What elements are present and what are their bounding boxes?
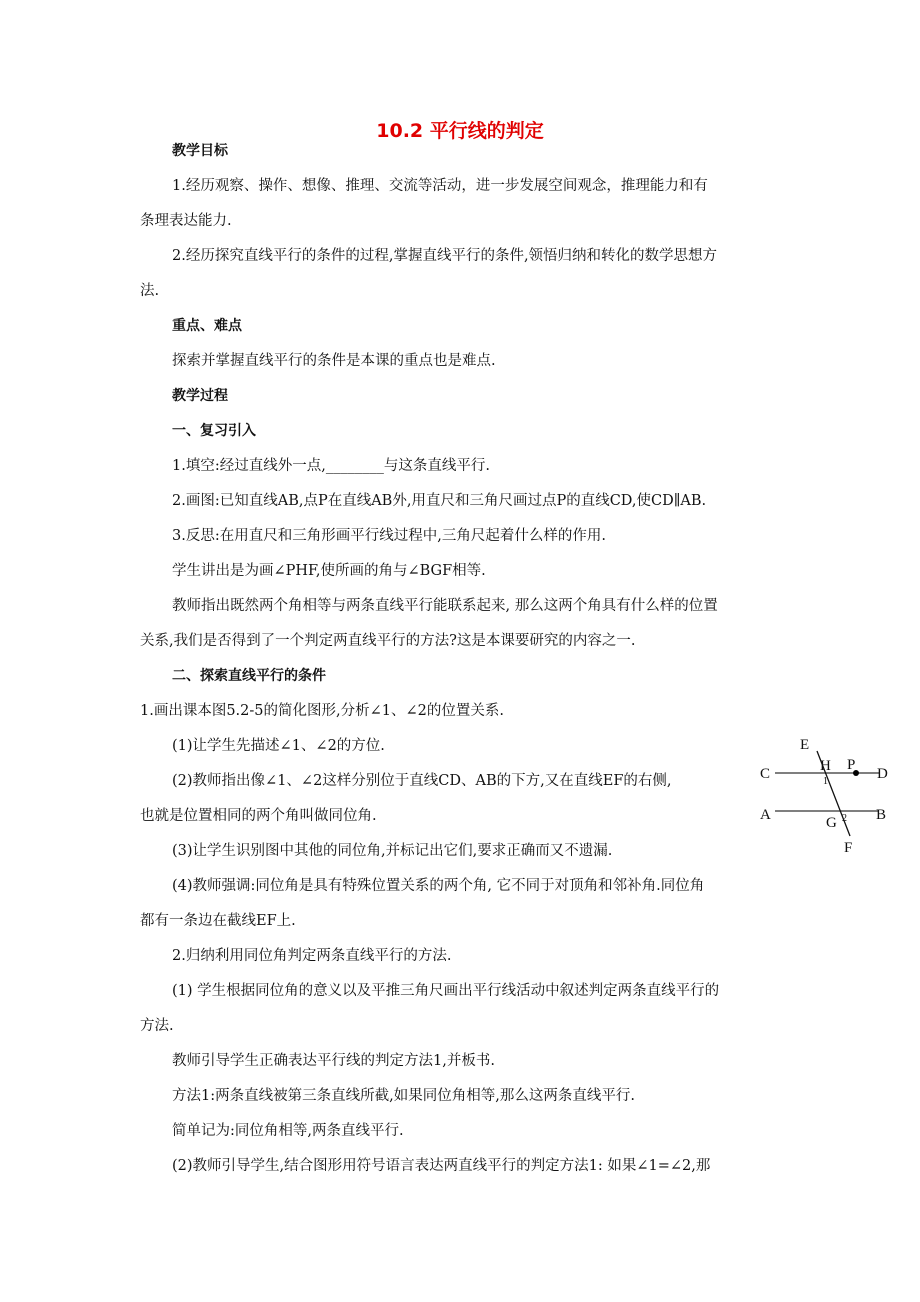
section-heading: 二、探索直线平行的条件 bbox=[172, 668, 326, 684]
text-line: 2.画图:已知直线AB,点P在直线AB外,用直尺和三角尺画过点P的直线CD,使CD∥AB. bbox=[172, 493, 707, 509]
text-line: 也就是位置相同的两个角叫做同位角. bbox=[140, 808, 377, 824]
section-heading: 一、复习引入 bbox=[172, 423, 256, 439]
label-p: P bbox=[847, 757, 856, 773]
label-angle-1: 1 bbox=[823, 776, 828, 787]
text-line: 1.填空:经过直线外一点,________与这条直线平行. bbox=[172, 458, 490, 474]
text-line: 方法1:两条直线被第三条直线所截,如果同位角相等,那么这两条直线平行. bbox=[172, 1088, 635, 1104]
text-line: 探索并掌握直线平行的条件是本课的重点也是难点. bbox=[172, 353, 496, 369]
label-d: D bbox=[877, 766, 888, 782]
section-heading: 教学目标 bbox=[172, 143, 228, 159]
section-heading: 重点、难点 bbox=[172, 318, 242, 334]
text-line: 法. bbox=[140, 283, 160, 299]
text-line: 教师引导学生正确表达平行线的判定方法1,并板书. bbox=[172, 1053, 495, 1069]
text-line: 学生讲出是为画∠PHF,使所画的角与∠BGF相等. bbox=[172, 563, 486, 579]
text-line: 2.归纳利用同位角判定两条直线平行的方法. bbox=[172, 948, 452, 964]
label-e: E bbox=[800, 737, 810, 753]
text-line: 方法. bbox=[140, 1018, 174, 1034]
label-c: C bbox=[760, 766, 771, 782]
text-line: 条理表达能力. bbox=[140, 213, 232, 229]
text-line: 简单记为:同位角相等,两条直线平行. bbox=[172, 1123, 404, 1139]
text-line: (4)教师强调:同位角是具有特殊位置关系的两个角, 它不同于对顶角和邻补角.同位角 bbox=[172, 878, 705, 894]
text-line: (1) 学生根据同位角的意义以及平推三角尺画出平行线活动中叙述判定两条直线平行的 bbox=[172, 983, 720, 999]
text-line: 都有一条边在截线EF上. bbox=[140, 913, 296, 929]
section-heading: 教学过程 bbox=[172, 388, 228, 404]
text-line: (2)教师指出像∠1、∠2这样分别位于直线CD、AB的下方,又在直线EF的右侧, bbox=[172, 773, 672, 789]
text-line: 1.经历观察、操作、想像、推理、交流等活动，进一步发展空间观念，推理能力和有 bbox=[172, 178, 708, 194]
label-angle-2: 2 bbox=[842, 813, 847, 824]
parallel-lines-figure bbox=[750, 730, 900, 855]
text-line: (3)让学生识别图中其他的同位角,并标记出它们,要求正确而又不遗漏. bbox=[172, 843, 613, 859]
label-b: B bbox=[876, 807, 887, 823]
text-line: 关系,我们是否得到了一个判定两直线平行的方法?这是本课要研究的内容之一. bbox=[140, 633, 636, 649]
text-line: 2.经历探究直线平行的条件的过程,掌握直线平行的条件,领悟归纳和转化的数学思想方 bbox=[172, 248, 718, 264]
label-f: F bbox=[844, 840, 853, 855]
label-a: A bbox=[760, 807, 771, 823]
text-line: (2)教师引导学生,结合图形用符号语言表达两直线平行的判定方法1: 如果∠1=∠2,那 bbox=[172, 1158, 711, 1174]
text-line: 3.反思:在用直尺和三角形画平行线过程中,三角尺起着什么样的作用. bbox=[172, 528, 606, 544]
text-line: 1.画出课本图5.2-5的简化图形,分析∠1、∠2的位置关系. bbox=[140, 703, 504, 719]
page-title: 10.2 平行线的判定 bbox=[376, 120, 544, 142]
text-line: (1)让学生先描述∠1、∠2的方位. bbox=[172, 738, 385, 754]
text-line: 教师指出既然两个角相等与两条直线平行能联系起来, 那么这两个角具有什么样的位置 bbox=[172, 598, 718, 614]
label-g: G bbox=[826, 815, 837, 831]
label-h: H bbox=[820, 758, 831, 774]
